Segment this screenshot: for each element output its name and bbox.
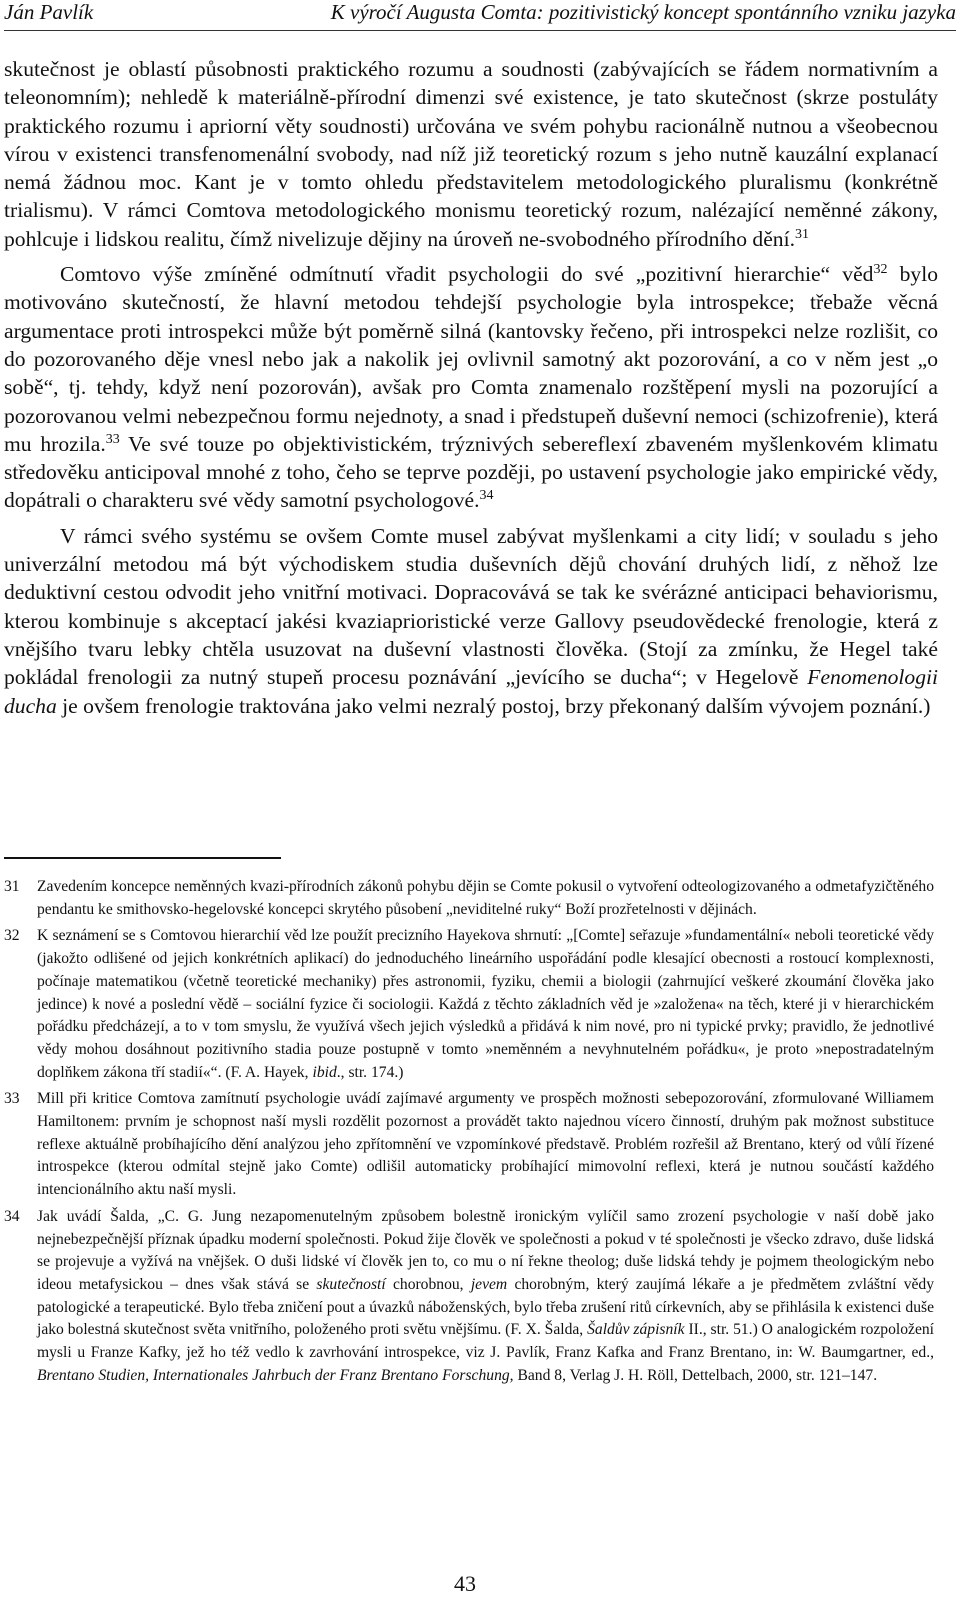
- footnote-33: [4, 1088, 934, 1202]
- footnote-ref-32[interactable]: 32: [873, 261, 888, 277]
- footnote-32: [4, 925, 934, 1084]
- paragraph-3: [4, 522, 938, 720]
- footnote-ref-33[interactable]: 33: [105, 431, 120, 447]
- paragraph-3-text-a: V rámci svého systému se ovšem Comte musel zabývat myšlenkami a city lidí; v souladu s jeho univerzální metodou má být východiskem studia duševních dějů chování druhých lidí, z něhož lze deduktivní cestou odvodit jeho vnitřní motivaci. Dopracovává se tak ke svérázné anticipaci behaviorismu, kterou kombinuje s akceptací jakési kvaziaprioristické verze Gallovy pseudovědecké frenologie, která z vnějšího tvaru lebky chtěla usuzovat na duševní vlastnosti člověka. (Stojí za zmínku, že Hegel také pokládal frenologii za nutný stupeň procesu poznávání „jevícího se ducha“; v Hegelově: [4, 523, 938, 690]
- paragraph-2-text-c: Ve své touze po objektivistickém, trýznivých sebereflexí zbaveném myšlenkovém klimatu středověku anticipoval mnohé z toho, čeho se teprve později, po ustavení psychologie jako empirické vědy, dopátrali o charakteru své vědy samotní psychologové.: [4, 431, 938, 513]
- paragraph-3-italic-title: Fenomenologii ducha: [4, 665, 938, 718]
- footnote-text: Zavedením koncepce neměnných kvazi-přírodních zákonů pohybu dějin se Comte pokusil o vytvoření odteologizovaného a odmetafyzičtěného pendantu ke smithovsko-hegelovské koncepci skrytého působení „neviditelné ruky“ Boží prozřetelnosti v dějinách.: [37, 878, 934, 918]
- main-text: [4, 55, 938, 720]
- footnote-ref-34[interactable]: 34: [479, 488, 494, 504]
- paragraph-2: [4, 260, 938, 515]
- paragraph-3-text-b: je ovšem frenologie traktována jako velmi nezralý postoj, brzy překonaný dalším vývojem poznání.): [56, 693, 931, 718]
- footnote-text-a: K seznámení se s Comtovou hierarchií věd lze použít precizního Hayekova shrnutí: „[Comte] seřazuje »fundamentální« neboli teoretické vědy (jakožto odlišené od jejich konkrétních aplikací) do jednoduchého lineárního uspořádání podle klesající obecnosti a rostoucí komplexnosti, počínaje matematikou (včetně teoretické mechaniky) přes astronomii, fyziku, chemii a biologii (zahrnující veškeré zkoumání člověka jako jedince) k nové a poslední vědě – sociální fyzice či sociologii. Každá z těchto základních věd je »založena« na těch, které ji v hierarchickém pořádku předcházejí, a to v tom smyslu, že využívá všech jejich výsledků a přidává k nim nové, pro ni typické prvky; pravidlo, že jednotlivé vědy mohou dosáhnout pozitivního stadia pouze postupně v tomto »neměnném a nevyhnutelném pořádku«, je proto »nepostradatelným doplňkem zákona tří stadií«“. (F. A. Hayek,: [37, 927, 934, 1081]
- page-number: 43: [454, 1571, 476, 1596]
- paragraph-1-text: skutečnost je oblastí působnosti praktického rozumu a soudnosti (zabývajících se řádem normativním a teleonomním); nehledě k materiálně-přírodní dimenzi své existence, je tato skutečnost (skrze postuláty praktického rozumu i apriorní věty soudnosti) určována ve svém pohybu racionálně nutnou a všeobecnou vírou v existenci transfenomenální svobody, nad níž již teoretický rozum s jeho nutně kauzální explanací nemá žádnou moc. Kant je v tomto ohledu představitelem metodologického pluralismu (konkrétně trialismu). V rámci Comtova metodologického monismu teoretický rozum, nalézající neměnné zákony, pohlcuje i lidskou realitu, čímž nivelizuje dějiny na úroveň ne-svobodného přírodního dění.: [4, 57, 938, 251]
- footnote-text-b: ., str. 174.): [336, 1063, 404, 1081]
- header-divider: [4, 30, 956, 31]
- paragraph-1: [4, 55, 938, 253]
- footnote-31: [4, 876, 934, 921]
- footnote-divider: [4, 857, 281, 859]
- footnote-number: 32: [4, 927, 20, 945]
- header-author: Ján Pavlík: [4, 0, 94, 24]
- footnote-italic: ibid: [312, 1063, 337, 1081]
- footnotes: [4, 876, 934, 1387]
- footnote-number: 33: [4, 1090, 20, 1108]
- footnote-text-e: Band 8, Verlag J. H. Röll, Dettelbach, 2000, str. 121–147.: [513, 1366, 878, 1384]
- footnote-number: 31: [4, 878, 20, 895]
- footnote-italic-c: Šaldův zápisník: [587, 1321, 685, 1339]
- footnote-text-a: Jak uvádí Šalda, „C. G. Jung nezapomenutelným způsobem bolestně ironickým vylíčil samo zrození psychologie v naší době jako nejnebezpečnější příznak úpadku moderní společnosti. Pokud žije člověk ve společnosti a pokud v té společnosti je všecko zdravo, duše lidská se projevuje a vyžívá na vnějšek. O duši lidské ví člověk jen to, co mu o ní řekne theolog; duše lidská tehdy je pojmem theologickým nebo ideou metafysickou – dnes však stává se: [37, 1207, 934, 1293]
- paragraph-2-text-b: bylo motivováno skutečností, že hlavní metodou tehdejší psychologie byla introspekce; třebaže věcná argumentace proti introspekci může být poměrně silná (kantovsky řečeno, při introspekci nelze rozlišit, co do pozorovaného děje vnesl nebo jak a nakolik jej ovlivnil samotný akt pozorování, a co v něm jest „o sobě“, tj. tehdy, když není pozorován), avšak pro Comta znamenalo rozštěpení mysli na pozorující a pozorovanou velmi nebezpečnou formu nejednoty, a snad i předstupeň duševní nemoci (schizofrenie), která mu hrozila.: [4, 262, 938, 456]
- footnote-text: Mill při kritice Comtova zamítnutí psychologie uvádí zajímavé argumenty ve prospěch možnosti sebepozorování, zformulované Williamem Hamiltonem: prvním je schopnost naší mysli rozdělit pozornost a provádět takto najednou vícero činností, druhým pak možnost substituce reflexe aktuálně probíhajícího dění analýzou jeho zpřítomnění ve vzpomínkové představě. Problém rozřešil až Brentano, který od vůlí řízené introspekce (kterou odmítal stejně jako Comte) odlišil automaticky probíhající mimovolní reflexi, která je nutnou součástí každého intencionálního aktu naší mysli.: [37, 1090, 934, 1199]
- footnote-text-b: chorobnou,: [385, 1275, 471, 1293]
- footnote-number: 34: [4, 1207, 20, 1225]
- footnote-text-d: II., str. 51.) O analogickém rozpoložení mysli u Franze Kafky, jež ho též vedlo k zavrhování introspekce, viz J. Pavlík, Franz Kafka and Franz Brentano, in: W. Baumgartner, ed.,: [37, 1321, 934, 1362]
- footnote-italic-b: jevem: [470, 1275, 508, 1293]
- paragraph-2-text-a: Comtovo výše zmíněné odmítnutí vřadit psychologii do své „pozitivní hierarchie“ věd: [60, 262, 874, 287]
- footnote-text-c: chorobným, který zaujímá lékaře a je předmětem zvláštní vědy patologické a terapeutické. Bylo třeba zničení pout a úvazků náboženských, bylo třeba zrušení ritů církevních, aby se přihlásila k existenci duše jako bolestná skutečnost světa vnitřního, položeného proti světu vnějšímu. (F. X. Šalda,: [37, 1275, 935, 1339]
- header-running-title: K výročí Augusta Comta: pozitivistický koncept spontánního vzniku jazyka: [330, 0, 956, 24]
- footnote-34: [4, 1206, 934, 1388]
- footnote-italic-a: skutečností: [316, 1275, 386, 1293]
- footnote-ref-31[interactable]: 31: [794, 226, 809, 242]
- footnote-italic-d: Brentano Studien, Internationales Jahrbuch der Franz Brentano Forschung,: [37, 1366, 514, 1384]
- running-header: [4, 0, 956, 30]
